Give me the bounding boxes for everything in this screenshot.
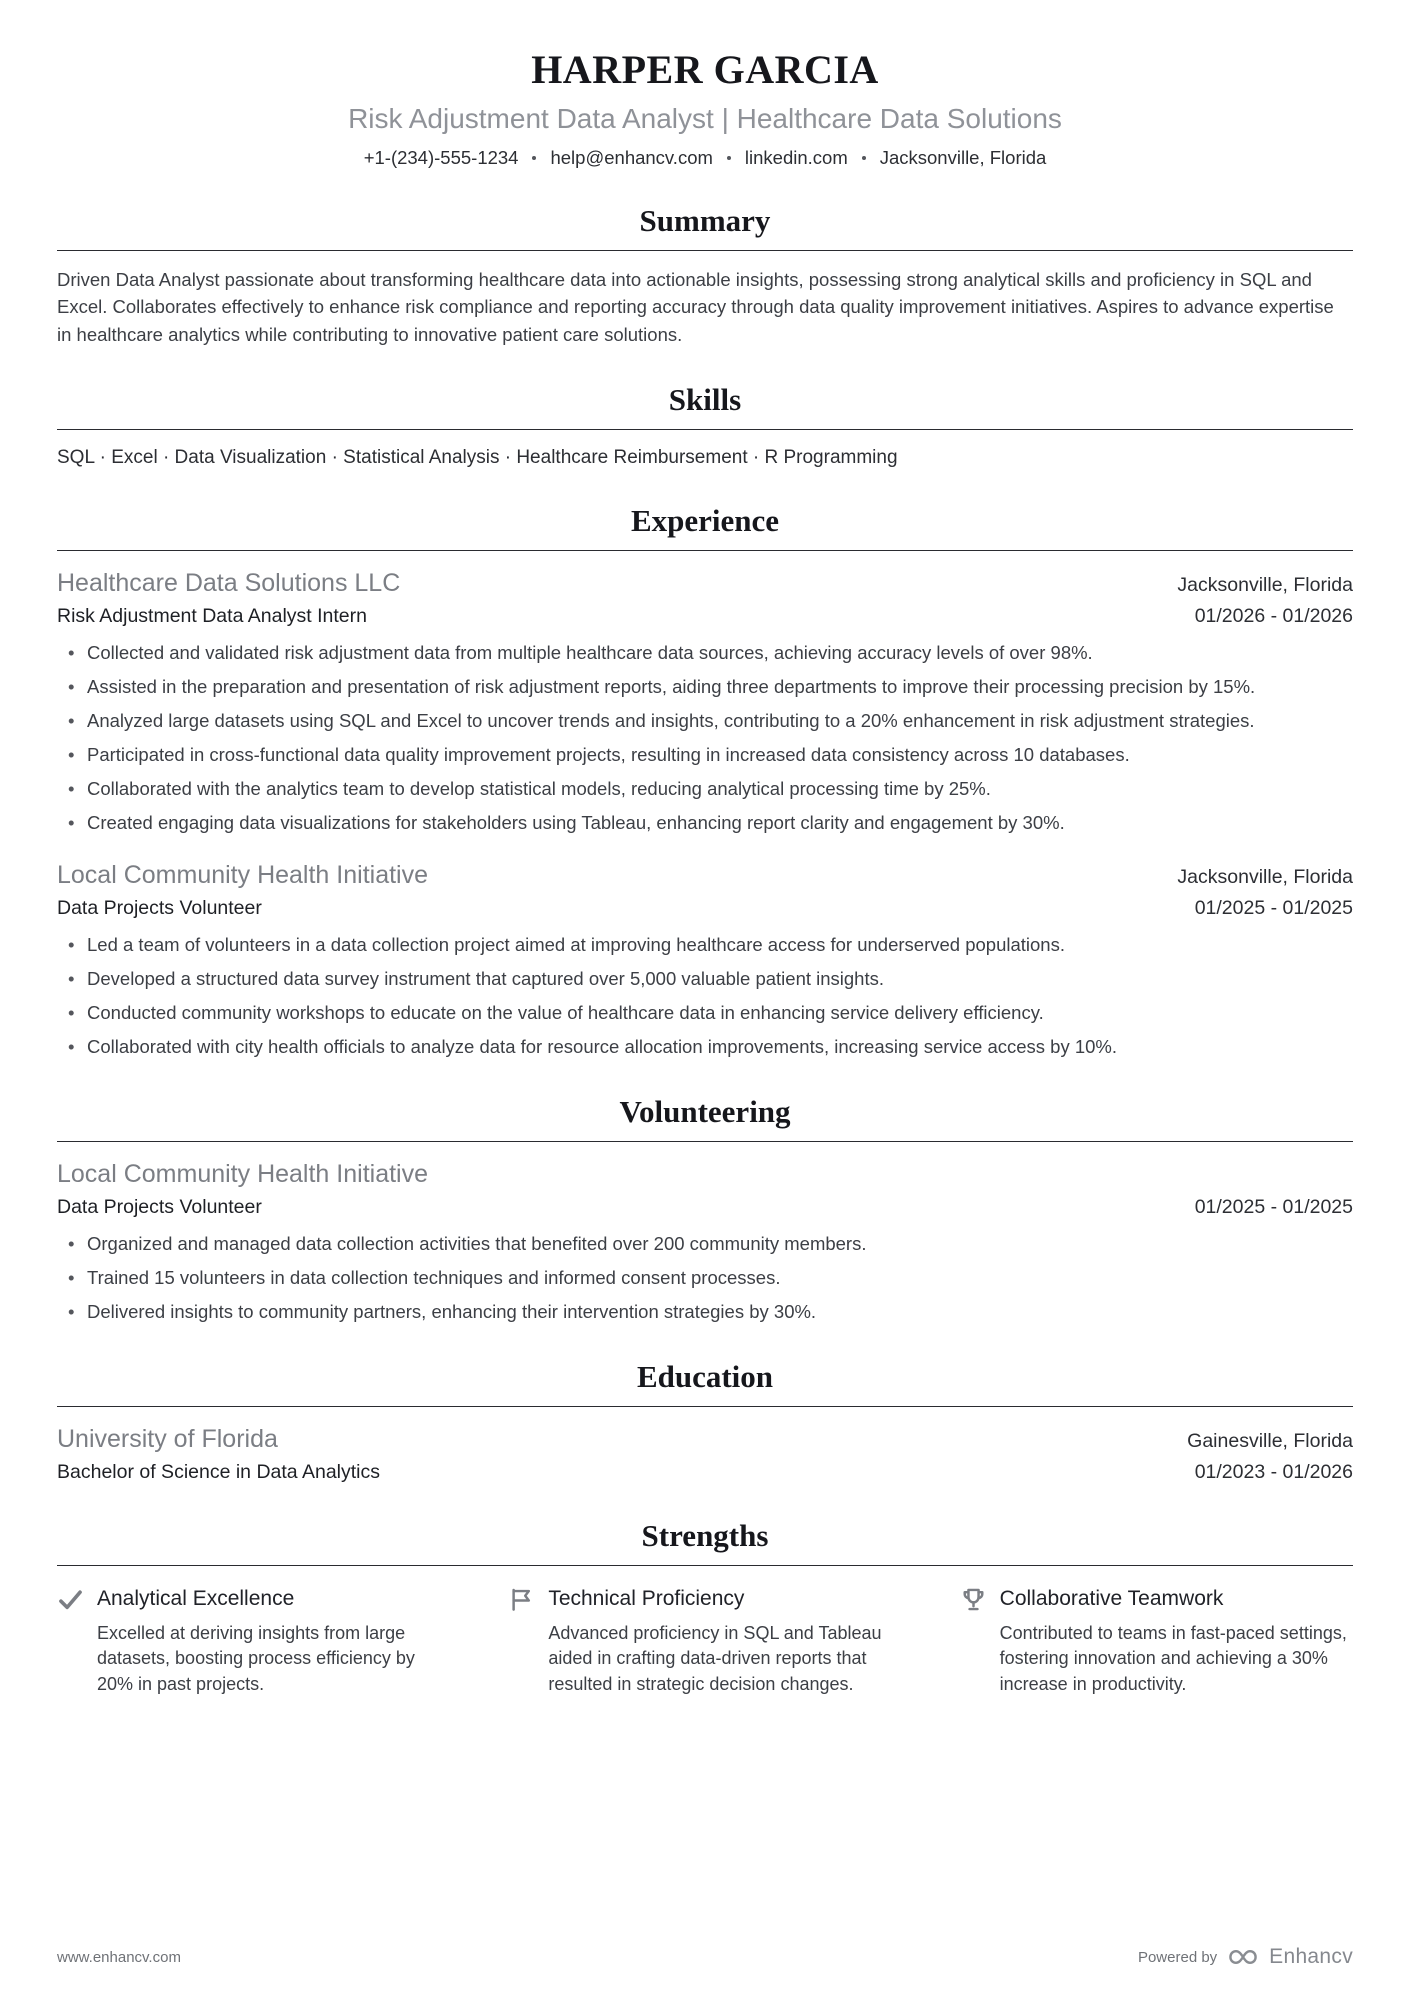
bullet-item: • Analyzed large datasets using SQL and Excel to uncover trends and insights, contributing to a 20% enhancement in risk adjustment strategies. xyxy=(87,708,1353,734)
entry-header xyxy=(57,861,1353,890)
section-summary xyxy=(57,203,1353,348)
organization-name: Local Community Health Initiative xyxy=(57,1160,428,1189)
page-footer xyxy=(57,1945,1353,1969)
strength-text: Advanced proficiency in SQL and Tableau aided in crafting data-driven reports that resulted in strategic decision changes. xyxy=(548,1622,882,1694)
footer-branding xyxy=(1138,1945,1353,1969)
entry-location: Jacksonville, Florida xyxy=(1177,574,1353,597)
candidate-headline: Risk Adjustment Data Analyst | Healthcare Data Solutions xyxy=(348,103,1062,134)
bullet-item: • Assisted in the preparation and presentation of risk adjustment reports, aiding three departments to improve their processing precision by 15%. xyxy=(87,674,1353,700)
skills-list: SQL · Excel · Data Visualization · Statistical Analysis · Healthcare Reimbursement · R Programming xyxy=(57,447,898,469)
strength-title: Analytical Excellence xyxy=(97,1587,295,1611)
separator-dot xyxy=(727,156,731,160)
entry-dates: 01/2025 - 01/2025 xyxy=(1194,897,1353,920)
bullet-list xyxy=(57,1231,1353,1325)
contact-row xyxy=(57,147,1353,169)
volunteering-entry xyxy=(57,1160,1353,1325)
entry-location: Jacksonville, Florida xyxy=(1177,866,1353,889)
section-title-summary: Summary xyxy=(57,203,1353,251)
bullet-item: • Trained 15 volunteers in data collection techniques and informed consent processes. xyxy=(87,1265,1353,1291)
trophy-icon xyxy=(960,1586,987,1613)
bullet-item: • Collaborated with city health officials to analyze data for resource allocation improvements, increasing service access by 10%. xyxy=(87,1034,1353,1060)
entry-header xyxy=(57,1425,1353,1454)
strength-text: Contributed to teams in fast-paced settings, fostering innovation and achieving a 30% increase in productivity. xyxy=(999,1622,1347,1694)
entry-subheader xyxy=(57,1196,1353,1219)
contact-phone: +1-(234)-555-1234 xyxy=(363,147,519,168)
section-skills xyxy=(57,382,1353,469)
entry-subheader xyxy=(57,897,1353,920)
entry-dates: 01/2026 - 01/2026 xyxy=(1194,605,1353,628)
section-experience xyxy=(57,503,1353,1060)
company-name: Healthcare Data Solutions LLC xyxy=(57,569,401,598)
section-title-experience: Experience xyxy=(57,503,1353,551)
strength-text: Excelled at deriving insights from large datasets, boosting process efficiency by 20% in past projects. xyxy=(97,1622,415,1694)
section-title-skills: Skills xyxy=(57,382,1353,430)
bullet-item: • Created engaging data visualizations for stakeholders using Tableau, enhancing report clarity and engagement by 30%. xyxy=(87,810,1353,836)
bullet-item: • Collaborated with the analytics team to develop statistical models, reducing analytical processing time by 25%. xyxy=(87,776,1353,802)
section-title-volunteering: Volunteering xyxy=(57,1094,1353,1142)
contact-link[interactable]: linkedin.com xyxy=(744,147,848,168)
role-title: Data Projects Volunteer xyxy=(57,897,262,920)
entry-dates: 01/2025 - 01/2025 xyxy=(1194,1196,1353,1219)
strength-header xyxy=(57,1586,450,1613)
entry-header xyxy=(57,569,1353,598)
strengths-grid xyxy=(57,1586,1353,1698)
strength-card xyxy=(57,1586,450,1698)
contact-location: Jacksonville, Florida xyxy=(879,147,1047,168)
separator-dot xyxy=(862,156,866,160)
experience-entry xyxy=(57,569,1353,835)
entry-subheader xyxy=(57,1461,1353,1484)
bullet-item: • Conducted community workshops to educate on the value of healthcare data in enhancing service delivery efficiency. xyxy=(87,1000,1353,1026)
bullet-item: • Led a team of volunteers in a data collection project aimed at improving healthcare access for underserved populations. xyxy=(87,932,1353,958)
footer-url[interactable]: www.enhancv.com xyxy=(57,1948,181,1966)
entry-dates: 01/2023 - 01/2026 xyxy=(1194,1460,1353,1483)
enhancv-logo-icon xyxy=(1227,1948,1259,1966)
bullet-item: • Delivered insights to community partners, enhancing their intervention strategies by 30%. xyxy=(87,1299,1353,1325)
degree-title: Bachelor of Science in Data Analytics xyxy=(57,1460,381,1483)
summary-text: Driven Data Analyst passionate about transforming healthcare data into actionable insights, possessing strong analytical skills and proficiency in SQL and Excel. Collaborates effectively to enhance risk compliance and reporting accuracy through data quality improvement initiatives. Aspires to advance expertise in healthcare analytics while contributing to innovative patient care solutions. xyxy=(57,269,1334,345)
bullet-item: • Participated in cross-functional data quality improvement projects, resulting in increased data consistency across 10 databases. xyxy=(87,742,1353,768)
section-title-education: Education xyxy=(57,1359,1353,1407)
section-title-strengths: Strengths xyxy=(57,1518,1353,1566)
bullet-item: • Developed a structured data survey instrument that captured over 5,000 valuable patient insights. xyxy=(87,966,1353,992)
flag-icon xyxy=(508,1586,535,1613)
powered-by-label: Powered by xyxy=(1137,1948,1218,1966)
section-strengths xyxy=(57,1518,1353,1698)
entry-location: Gainesville, Florida xyxy=(1187,1429,1353,1452)
company-name: Local Community Health Initiative xyxy=(57,861,428,890)
bullet-item: • Collected and validated risk adjustment data from multiple healthcare data sources, achieving accuracy levels of over 98%. xyxy=(87,640,1353,666)
strength-title: Collaborative Teamwork xyxy=(999,1587,1224,1611)
entry-header xyxy=(57,1160,1353,1189)
resume-header xyxy=(57,46,1353,169)
bullet-list xyxy=(57,932,1353,1060)
bullet-item: • Organized and managed data collection activities that benefited over 200 community members. xyxy=(87,1231,1353,1257)
experience-entry xyxy=(57,861,1353,1060)
education-entry xyxy=(57,1425,1353,1484)
strength-card xyxy=(960,1586,1353,1698)
strength-header xyxy=(508,1586,901,1613)
strength-header xyxy=(960,1586,1353,1613)
check-icon xyxy=(57,1586,84,1613)
strength-title: Technical Proficiency xyxy=(548,1587,745,1611)
contact-email[interactable]: help@enhancv.com xyxy=(550,147,713,168)
separator-dot xyxy=(532,156,536,160)
role-title: Data Projects Volunteer xyxy=(57,1196,262,1219)
candidate-name: HARPER GARCIA xyxy=(531,47,879,92)
enhancv-brand-text: Enhancv xyxy=(1269,1945,1353,1968)
bullet-list xyxy=(57,640,1353,835)
section-volunteering xyxy=(57,1094,1353,1325)
strength-card xyxy=(508,1586,901,1698)
entry-subheader xyxy=(57,605,1353,628)
school-name: University of Florida xyxy=(57,1424,278,1453)
role-title: Risk Adjustment Data Analyst Intern xyxy=(57,605,367,628)
section-education xyxy=(57,1359,1353,1484)
